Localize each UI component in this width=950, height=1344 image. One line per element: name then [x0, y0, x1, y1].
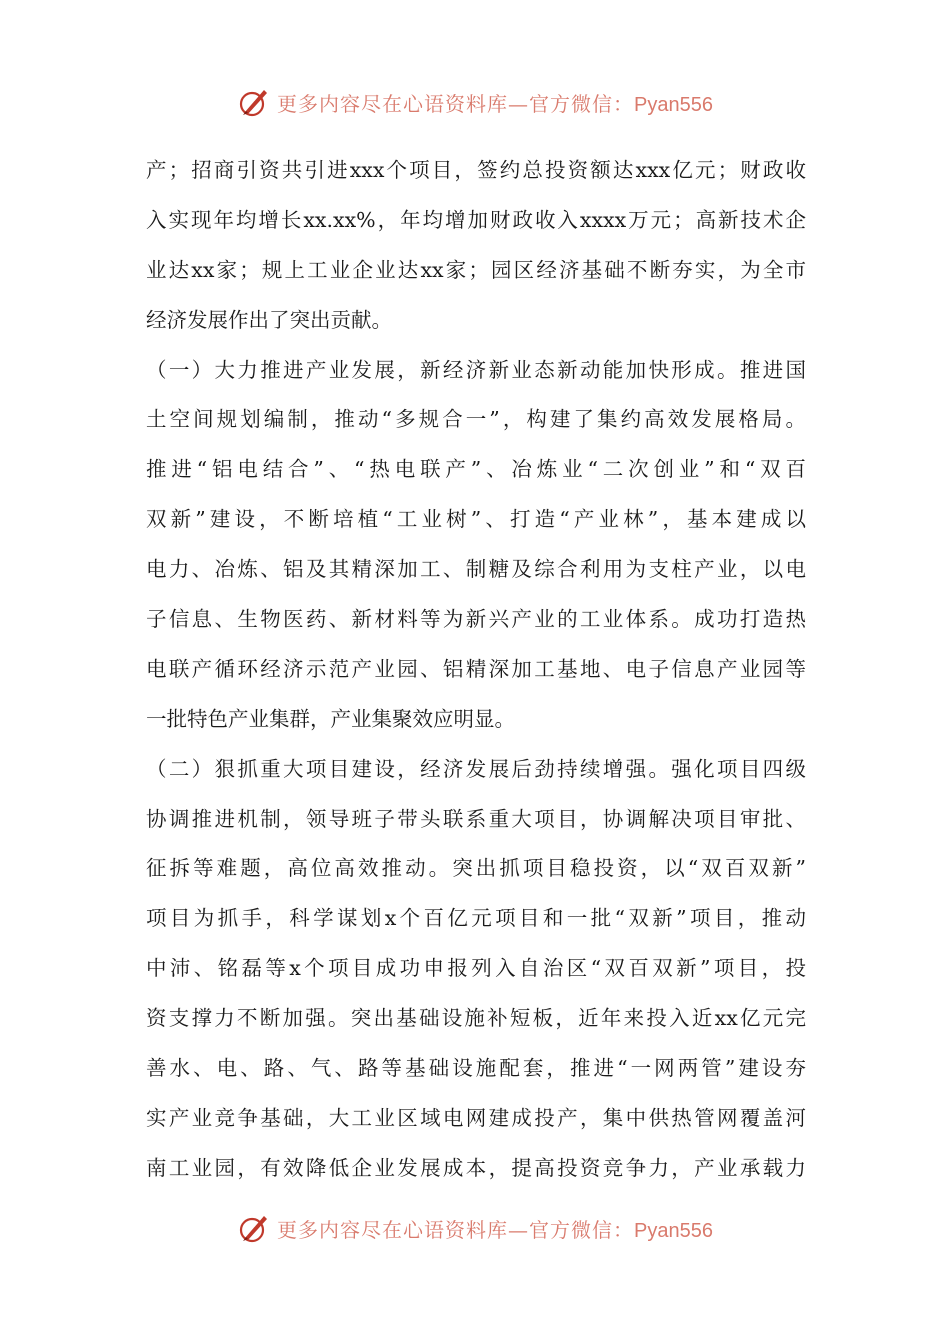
- document-body: [146, 146, 806, 1194]
- text-line: 协调推进机制，领导班子带头联系重大项目，协调解决项目审批、: [146, 806, 806, 831]
- text-line: 产；招商引资共引进xxx个项目，签约总投资额达xxx亿元；财政收: [146, 158, 806, 182]
- text-line: 项目为抓手，科学谋划x个百亿元项目和一批“双新”项目，推动: [146, 906, 806, 931]
- text-line: 土空间规划编制，推动“多规合一”，构建了集约高效发展格局。: [146, 407, 806, 432]
- text-line: 中沛、铭磊等x个项目成功申报列入自治区“双百双新”项目，投: [146, 956, 806, 981]
- wechat-handle: Pyan556: [634, 1219, 713, 1242]
- watermark-text: 更多内容尽在心语资料库—官方微信：Pyan556: [277, 91, 713, 116]
- text-line: 电力、冶炼、铝及其精深加工、制糖及综合利用为支柱产业，以电: [146, 557, 806, 582]
- text-line: 善水、电、路、气、路等基础设施配套，推进“一网两管”建设夯: [146, 1056, 806, 1081]
- text-line: 入实现年均增长xx.xx%，年均增加财政收入xxxx万元；高新技术企: [146, 207, 806, 232]
- text-line: 一批特色产业集群，产业集聚效应明显。: [146, 706, 515, 731]
- text-line: 电联产循环经济示范产业园、铝精深加工基地、电子信息产业园等: [146, 656, 806, 681]
- footer-watermark-banner: [0, 1208, 950, 1248]
- quill-pen-circle-icon: [237, 1211, 271, 1245]
- text-line: 双新”建设，不断培植“工业树”、打造“产业林”，基本建成以: [146, 507, 806, 532]
- quill-pen-circle-icon: [237, 85, 271, 119]
- text-line: 实产业竞争基础，大工业区域电网建成投产，集中供热管网覆盖河: [146, 1105, 806, 1130]
- text-line: 征拆等难题，高位高效推动。突出抓项目稳投资，以“双百双新”: [146, 856, 806, 881]
- wechat-handle: Pyan556: [634, 93, 713, 116]
- section-heading-line: （一）大力推进产业发展，新经济新业态新动能加快形成。推进国: [146, 357, 806, 382]
- header-watermark-banner: [0, 82, 950, 122]
- text-line: 资支撑力不断加强。突出基础设施补短板，近年来投入近xx亿元完: [146, 1006, 806, 1031]
- section-heading-line: （二）狠抓重大项目建设，经济发展后劲持续增强。强化项目四级: [146, 756, 806, 781]
- text-line: 子信息、生物医药、新材料等为新兴产业的工业体系。成功打造热: [146, 607, 806, 632]
- text-line: 经济发展作出了突出贡献。: [146, 307, 392, 332]
- watermark-text: 更多内容尽在心语资料库—官方微信：Pyan556: [277, 1217, 713, 1242]
- text-line: 南工业园，有效降低企业发展成本，提高投资竞争力，产业承载力: [146, 1155, 806, 1180]
- text-line: 业达xx家；规上工业企业达xx家；园区经济基础不断夯实，为全市: [146, 257, 806, 282]
- text-line: 推进“铝电结合”、“热电联产”、冶炼业“二次创业”和“双百: [146, 457, 806, 482]
